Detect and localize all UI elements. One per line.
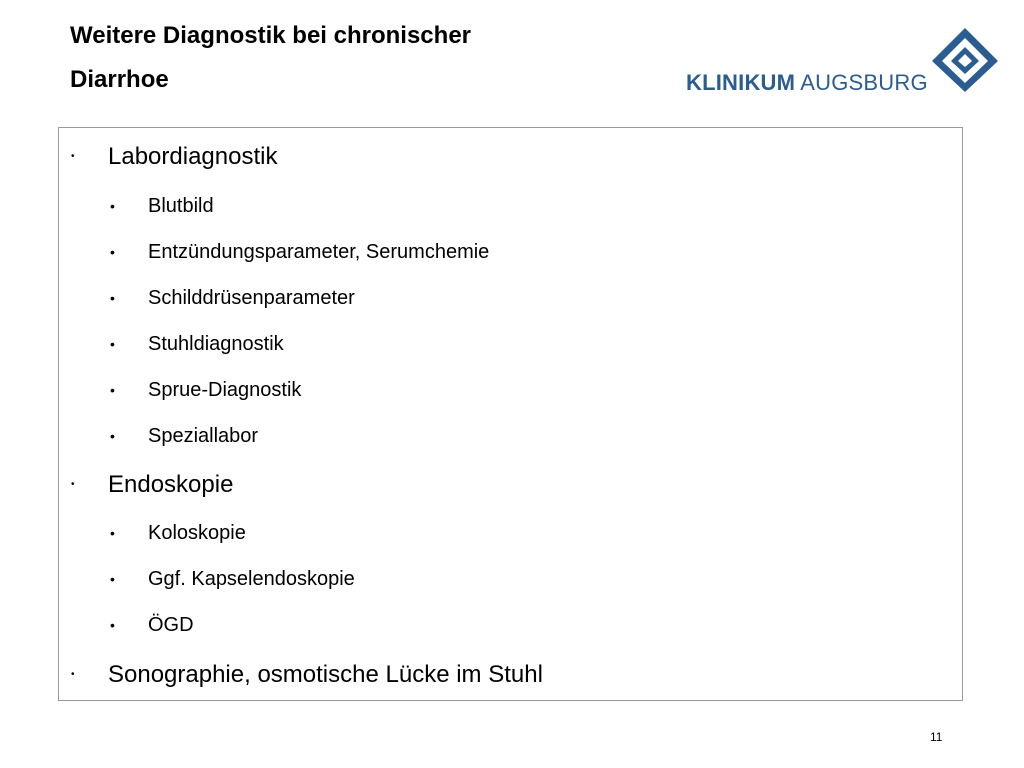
content-box xyxy=(58,127,963,701)
klinikum-augsburg-logo xyxy=(686,26,998,96)
list-item-label: Endoskopie xyxy=(108,471,234,498)
list-item-label: Labordiagnostik xyxy=(108,143,278,170)
list-item-label: Ggf. Kapselendoskopie xyxy=(148,568,355,590)
bullet-icon: • xyxy=(71,151,75,162)
logo-text-klinikum: KLINIKUM xyxy=(686,70,796,95)
list-item-label: ÖGD xyxy=(148,614,194,636)
page-number: 11 xyxy=(930,730,943,744)
bullet-icon: • xyxy=(110,290,115,306)
bullet-icon: • xyxy=(110,244,115,260)
list-item-label: Sprue-Diagnostik xyxy=(148,379,302,401)
list-item-label: Stuhldiagnostik xyxy=(148,333,284,355)
bullet-icon: • xyxy=(110,571,115,587)
list-item-label: Schilddrüsenparameter xyxy=(148,287,355,309)
bullet-icon: • xyxy=(110,198,115,214)
bullet-icon: • xyxy=(71,479,75,490)
bullet-icon: • xyxy=(110,525,115,541)
bullet-icon: • xyxy=(110,336,115,352)
slide-title-line-2: Diarrhoe xyxy=(70,66,169,93)
list-item-label: Koloskopie xyxy=(148,522,246,544)
list-item-label: Speziallabor xyxy=(148,425,259,447)
logo-text-augsburg: AUGSBURG xyxy=(800,70,928,95)
logo-wordmark xyxy=(686,70,928,96)
list-item-label: Sonographie, osmotische Lücke im Stuhl xyxy=(108,661,543,688)
diamond-logo-icon xyxy=(930,26,1000,92)
list-item-label: Blutbild xyxy=(148,195,214,217)
slide-title xyxy=(70,14,471,102)
bullet-icon: • xyxy=(110,382,115,398)
slide-title-line-1: Weitere Diagnostik bei chronischer xyxy=(70,22,472,49)
bullet-icon: • xyxy=(71,669,75,680)
bullet-icon: • xyxy=(110,617,115,633)
list-item-label: Entzündungsparameter, Serumchemie xyxy=(148,241,490,263)
bullet-icon: • xyxy=(110,428,115,444)
